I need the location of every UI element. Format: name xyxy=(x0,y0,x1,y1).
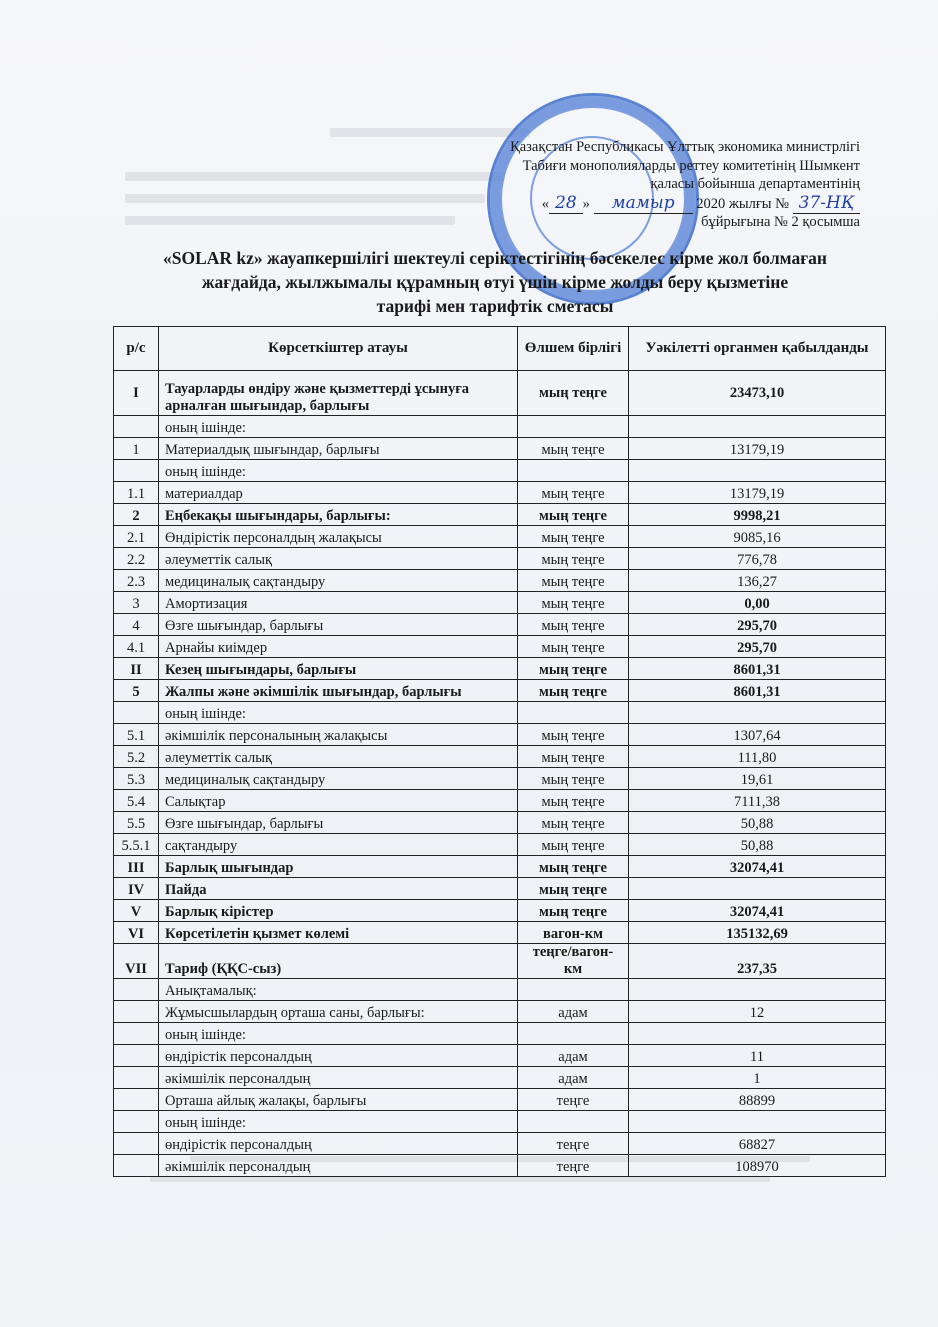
row-unit: мың теңге xyxy=(518,856,629,878)
table-row xyxy=(114,614,886,636)
row-number: VII xyxy=(114,944,159,979)
row-value: 11 xyxy=(629,1045,886,1067)
row-value: 32074,41 xyxy=(629,856,886,878)
row-name: оның ішінде: xyxy=(159,702,518,724)
row-unit xyxy=(518,702,629,724)
row-unit: адам xyxy=(518,1001,629,1023)
table-header-row xyxy=(114,327,886,371)
row-value: 19,61 xyxy=(629,768,886,790)
row-number xyxy=(114,702,159,724)
table-row xyxy=(114,1155,886,1177)
date-month: мамыр xyxy=(594,193,693,214)
row-value xyxy=(629,878,886,900)
row-name: әкімшілік персоналдың xyxy=(159,1067,518,1089)
table-row xyxy=(114,1133,886,1155)
row-name: оның ішінде: xyxy=(159,1023,518,1045)
row-name: оның ішінде: xyxy=(159,416,518,438)
row-unit: теңге xyxy=(518,1089,629,1111)
row-number: 2.1 xyxy=(114,526,159,548)
row-value xyxy=(629,416,886,438)
row-number: III xyxy=(114,856,159,878)
row-name: материалдар xyxy=(159,482,518,504)
row-number xyxy=(114,1155,159,1177)
row-number xyxy=(114,1067,159,1089)
row-unit: мың теңге xyxy=(518,371,629,416)
row-unit: мың теңге xyxy=(518,438,629,460)
row-unit: мың теңге xyxy=(518,900,629,922)
row-name: Өзге шығындар, барлығы xyxy=(159,812,518,834)
row-name: Пайда xyxy=(159,878,518,900)
row-unit: мың теңге xyxy=(518,482,629,504)
row-number: 5.2 xyxy=(114,746,159,768)
row-name: Кезең шығындары, барлығы xyxy=(159,658,518,680)
row-value: 68827 xyxy=(629,1133,886,1155)
row-unit: мың теңге xyxy=(518,658,629,680)
row-value: 8601,31 xyxy=(629,680,886,702)
table-row xyxy=(114,922,886,944)
title-line-2: жағдайда, жылжымалы құрамның өтуі үшін кірме жолды беру қызметіне xyxy=(201,272,789,292)
row-number: 5.5.1 xyxy=(114,834,159,856)
row-name: Орташа айлық жалақы, барлығы xyxy=(159,1089,518,1111)
row-unit: мың теңге xyxy=(518,724,629,746)
row-number: 5.1 xyxy=(114,724,159,746)
row-number: IV xyxy=(114,878,159,900)
row-name: Арнайы киімдер xyxy=(159,636,518,658)
approval-date-line: « 28 » мамыр 2020 жылғы № 37-НҚ xyxy=(510,194,860,214)
row-number: 4.1 xyxy=(114,636,159,658)
row-value: 136,27 xyxy=(629,570,886,592)
row-value: 88899 xyxy=(629,1089,886,1111)
bleed-through-text xyxy=(125,172,505,181)
table-row xyxy=(114,438,886,460)
row-name: Барлық кірістер xyxy=(159,900,518,922)
row-number: 2.2 xyxy=(114,548,159,570)
row-number: 3 xyxy=(114,592,159,614)
row-name: Салықтар xyxy=(159,790,518,812)
row-number: 5 xyxy=(114,680,159,702)
header-name: Көрсеткіштер атауы xyxy=(159,327,518,371)
row-name: Амортизация xyxy=(159,592,518,614)
row-unit: мың теңге xyxy=(518,636,629,658)
row-unit: мың теңге xyxy=(518,570,629,592)
row-unit: мың теңге xyxy=(518,768,629,790)
row-value: 32074,41 xyxy=(629,900,886,922)
row-number: VI xyxy=(114,922,159,944)
row-unit xyxy=(518,1023,629,1045)
row-value: 0,00 xyxy=(629,592,886,614)
table-row xyxy=(114,526,886,548)
row-unit: мың теңге xyxy=(518,526,629,548)
row-unit: мың теңге xyxy=(518,592,629,614)
bleed-through-text xyxy=(125,216,455,225)
row-number xyxy=(114,1089,159,1111)
row-name: Өндірістік персоналдың жалақысы xyxy=(159,526,518,548)
row-unit xyxy=(518,460,629,482)
row-number xyxy=(114,1001,159,1023)
table-row xyxy=(114,900,886,922)
row-value: 9085,16 xyxy=(629,526,886,548)
row-unit: мың теңге xyxy=(518,812,629,834)
row-name: Өзге шығындар, барлығы xyxy=(159,614,518,636)
tariff-estimate-table xyxy=(113,326,886,1177)
table-row xyxy=(114,746,886,768)
row-name: өндірістік персоналдың xyxy=(159,1045,518,1067)
row-number xyxy=(114,416,159,438)
table-row xyxy=(114,460,886,482)
row-value: 50,88 xyxy=(629,812,886,834)
row-number: 2.3 xyxy=(114,570,159,592)
row-name: Тауарларды өндіру және қызметтерді ұсынуға арналған шығындар, барлығы xyxy=(159,371,518,416)
table-row xyxy=(114,1001,886,1023)
table-row xyxy=(114,812,886,834)
row-number: 5.5 xyxy=(114,812,159,834)
row-name: медициналық сақтандыру xyxy=(159,570,518,592)
row-value: 8601,31 xyxy=(629,658,886,680)
approval-order-suffix: бұйрығына № 2 қосымша xyxy=(701,214,860,230)
row-value: 13179,19 xyxy=(629,482,886,504)
row-number: I xyxy=(114,371,159,416)
row-value: 295,70 xyxy=(629,614,886,636)
row-name: медициналық сақтандыру xyxy=(159,768,518,790)
row-unit: мың теңге xyxy=(518,680,629,702)
table-row xyxy=(114,944,886,979)
row-unit xyxy=(518,1111,629,1133)
row-unit: мың теңге xyxy=(518,878,629,900)
row-value: 295,70 xyxy=(629,636,886,658)
row-name: өндірістік персоналдың xyxy=(159,1133,518,1155)
row-value xyxy=(629,1111,886,1133)
row-value: 13179,19 xyxy=(629,438,886,460)
table-body xyxy=(114,371,886,1177)
row-value: 9998,21 xyxy=(629,504,886,526)
table-row xyxy=(114,834,886,856)
table-row xyxy=(114,570,886,592)
table-row xyxy=(114,636,886,658)
row-name: Еңбекақы шығындары, барлығы: xyxy=(159,504,518,526)
row-unit: мың теңге xyxy=(518,614,629,636)
approval-department: қаласы бойынша департаментінің xyxy=(650,176,860,192)
table-row xyxy=(114,768,886,790)
row-name: оның ішінде: xyxy=(159,460,518,482)
title-line-1: «SOLAR kz» жауапкершілігі шектеулі серіктестігінің бәсекелес кірме жол болмаған xyxy=(163,248,827,268)
row-value xyxy=(629,702,886,724)
row-name: оның ішінде: xyxy=(159,1111,518,1133)
row-number xyxy=(114,1023,159,1045)
table-row xyxy=(114,416,886,438)
date-year: 2020 жылғы № xyxy=(696,195,790,212)
table-row xyxy=(114,702,886,724)
row-number: 4 xyxy=(114,614,159,636)
row-number: II xyxy=(114,658,159,680)
row-unit: вагон-км xyxy=(518,922,629,944)
row-name: сақтандыру xyxy=(159,834,518,856)
row-unit: мың теңге xyxy=(518,746,629,768)
header-value: Уәкілетті органмен қабылданды xyxy=(629,327,886,371)
document-title xyxy=(110,246,880,318)
row-name: әкімшілік персоналдың xyxy=(159,1155,518,1177)
table-row xyxy=(114,856,886,878)
row-unit: мың теңге xyxy=(518,790,629,812)
row-value: 12 xyxy=(629,1001,886,1023)
table-row xyxy=(114,504,886,526)
table-row xyxy=(114,658,886,680)
row-name: Анықтамалық: xyxy=(159,979,518,1001)
row-number xyxy=(114,460,159,482)
approval-block xyxy=(510,138,860,232)
row-unit xyxy=(518,416,629,438)
bleed-through-text xyxy=(330,128,530,137)
order-number: 37-НҚ xyxy=(793,193,860,214)
row-value xyxy=(629,979,886,1001)
row-unit: мың теңге xyxy=(518,834,629,856)
header-unit: Өлшем бірлігі xyxy=(518,327,629,371)
row-number: 2 xyxy=(114,504,159,526)
table-row xyxy=(114,979,886,1001)
row-value xyxy=(629,1023,886,1045)
table-row xyxy=(114,1067,886,1089)
table-row xyxy=(114,592,886,614)
row-value: 50,88 xyxy=(629,834,886,856)
table-row xyxy=(114,482,886,504)
row-unit: адам xyxy=(518,1067,629,1089)
row-number xyxy=(114,1111,159,1133)
row-unit: теңге/вагон-км xyxy=(518,944,629,979)
row-value: 23473,10 xyxy=(629,371,886,416)
row-name: Тариф (ҚҚС-сыз) xyxy=(159,944,518,979)
row-value: 1 xyxy=(629,1067,886,1089)
table-row xyxy=(114,680,886,702)
row-number: 5.3 xyxy=(114,768,159,790)
table-row xyxy=(114,548,886,570)
row-unit: мың теңге xyxy=(518,548,629,570)
row-unit: теңге xyxy=(518,1133,629,1155)
row-value: 1307,64 xyxy=(629,724,886,746)
row-value: 135132,69 xyxy=(629,922,886,944)
approval-ministry: Қазақстан Республикасы Ұлттық экономика министрлігі xyxy=(510,139,860,155)
header-num: р/с xyxy=(114,327,159,371)
row-value: 108970 xyxy=(629,1155,886,1177)
row-name: Барлық шығындар xyxy=(159,856,518,878)
row-name: Көрсетілетін қызмет көлемі xyxy=(159,922,518,944)
approval-committee: Табиғи монополияларды реттеу комитетінің Шымкент xyxy=(522,157,860,174)
row-unit: мың теңге xyxy=(518,504,629,526)
row-value xyxy=(629,460,886,482)
row-name: Жалпы және әкімшілік шығындар, барлығы xyxy=(159,680,518,702)
row-value: 237,35 xyxy=(629,944,886,979)
table-row xyxy=(114,1111,886,1133)
row-name: Материалдық шығындар, барлығы xyxy=(159,438,518,460)
row-name: әлеуметтік салық xyxy=(159,548,518,570)
row-unit: адам xyxy=(518,1045,629,1067)
row-number: 1.1 xyxy=(114,482,159,504)
row-number: V xyxy=(114,900,159,922)
row-number xyxy=(114,1045,159,1067)
table-row xyxy=(114,1045,886,1067)
row-unit: теңге xyxy=(518,1155,629,1177)
table-row xyxy=(114,790,886,812)
table-row xyxy=(114,878,886,900)
row-number: 1 xyxy=(114,438,159,460)
row-value: 111,80 xyxy=(629,746,886,768)
table-row xyxy=(114,1089,886,1111)
row-number xyxy=(114,1133,159,1155)
row-name: Жұмысшылардың орташа саны, барлығы: xyxy=(159,1001,518,1023)
table-row xyxy=(114,724,886,746)
row-unit xyxy=(518,979,629,1001)
row-value: 776,78 xyxy=(629,548,886,570)
date-day: 28 xyxy=(549,193,583,214)
row-name: әлеуметтік салық xyxy=(159,746,518,768)
row-number xyxy=(114,979,159,1001)
row-number: 5.4 xyxy=(114,790,159,812)
row-name: әкімшілік персоналының жалақысы xyxy=(159,724,518,746)
table-row xyxy=(114,371,886,416)
bleed-through-text xyxy=(125,194,485,203)
table-row xyxy=(114,1023,886,1045)
title-line-3: тарифі мен тарифтік сметасы xyxy=(376,296,614,316)
row-value: 7111,38 xyxy=(629,790,886,812)
